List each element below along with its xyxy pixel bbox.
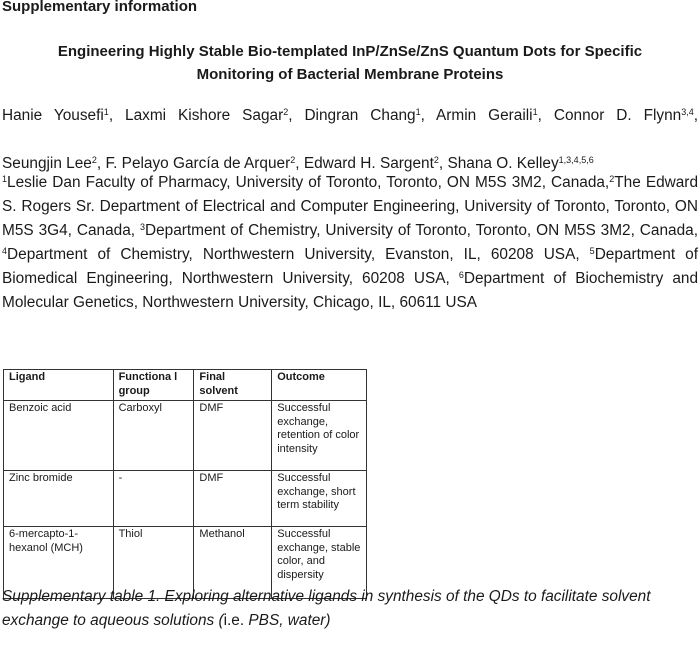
author-list: Hanie Yousefi$^1$, Laxmi Kishore Sagar$^2$, Dingran Chang$^1$, Armin Geraili$^1$, Connor D. Flynn$^{3,4}$, Seungjin Lee$^2$, F. Pelayo García de Arquer$^2$, Edward H. Sargent$^2$, Shana O. Kelley$^{1,3,4,5,6}$ [2,107,699,172]
column-header: Ligand [4,370,114,401]
title-line-1: Engineering Highly Stable Bio-templated InP/ZnSe/ZnS Quantum Dots for Specific [57,43,643,60]
table-cell: DMF [194,401,272,471]
affiliation: $^3$Department of Chemistry, University of Toronto, Toronto, ON M5S 3M2, Canada, [139,222,699,239]
affiliation: $^4$Department of Chemistry, Northwestern University, Evanston, IL, 60208 USA, [2,246,590,263]
table-header-row [4,370,367,401]
author: Edward H. Sargent$^2$ [303,155,439,172]
author: Dingran Chang$^1$ [304,107,421,124]
table-cell: Benzoic acid [4,401,114,471]
author: Seungjin Lee$^2$ [2,155,97,172]
affiliation: $^1$Leslie Dan Faculty of Pharmacy, University of Toronto, Toronto, ON M5S 3M2, Canada, [2,174,610,191]
section-header: Supplementary information [2,0,198,15]
author: F. Pelayo García de Arquer$^2$ [105,155,296,172]
paper-title [0,40,700,86]
table-cell: Successful exchange, retention of color intensity [272,401,367,471]
table-cell: 6-mercapto-1-hexanol (MCH) [4,527,114,599]
author: Connor D. Flynn$^{3,4}$ [553,107,694,124]
author: Hanie Yousefi$^1$ [2,107,109,124]
table-cell: Successful exchange, stable color, and dispersity [272,527,367,599]
author: Armin Geraili$^1$ [436,107,538,124]
caption-line-2: exchange to aqueous solutions (i.e. PBS, water) [2,612,331,629]
column-header: Functiona l group [113,370,194,401]
author: Laxmi Kishore Sagar$^2$ [125,107,289,124]
title-line-2: Monitoring of Bacterial Membrane Proteins [196,66,504,83]
table-cell: Zinc bromide [4,471,114,527]
table-cell: Thiol [113,527,194,599]
affiliations [2,171,698,315]
ligand-table [3,369,367,599]
table-row [4,471,367,527]
table-cell: Methanol [194,527,272,599]
caption-line-1: Supplementary table 1. Exploring alternative ligands in synthesis of the QDs to facilitate solvent [2,588,651,605]
column-header: Outcome [272,370,367,401]
table-cell: Successful exchange, short term stability [272,471,367,527]
author: Shana O. Kelley$^{1,3,4,5,6}$ [447,155,594,172]
table-caption [2,585,698,633]
table-cell: DMF [194,471,272,527]
affiliation: $^2$The Edward S. Rogers Sr. Department of Electrical and Computer Engineering, University of Toronto, Toronto, ON M5S 3G4, Canada, [2,174,698,239]
column-header: Final solvent [194,370,272,401]
affiliation: $^6$Department of Biochemistry and Molecular Genetics, Northwestern University, Chicago, IL, 60611 USA [2,270,698,311]
table-cell: - [113,471,194,527]
affiliation: $^5$Department of Biomedical Engineering, Northwestern University, 60208 USA, [2,246,698,287]
table-cell: Carboxyl [113,401,194,471]
table-row [4,401,367,471]
